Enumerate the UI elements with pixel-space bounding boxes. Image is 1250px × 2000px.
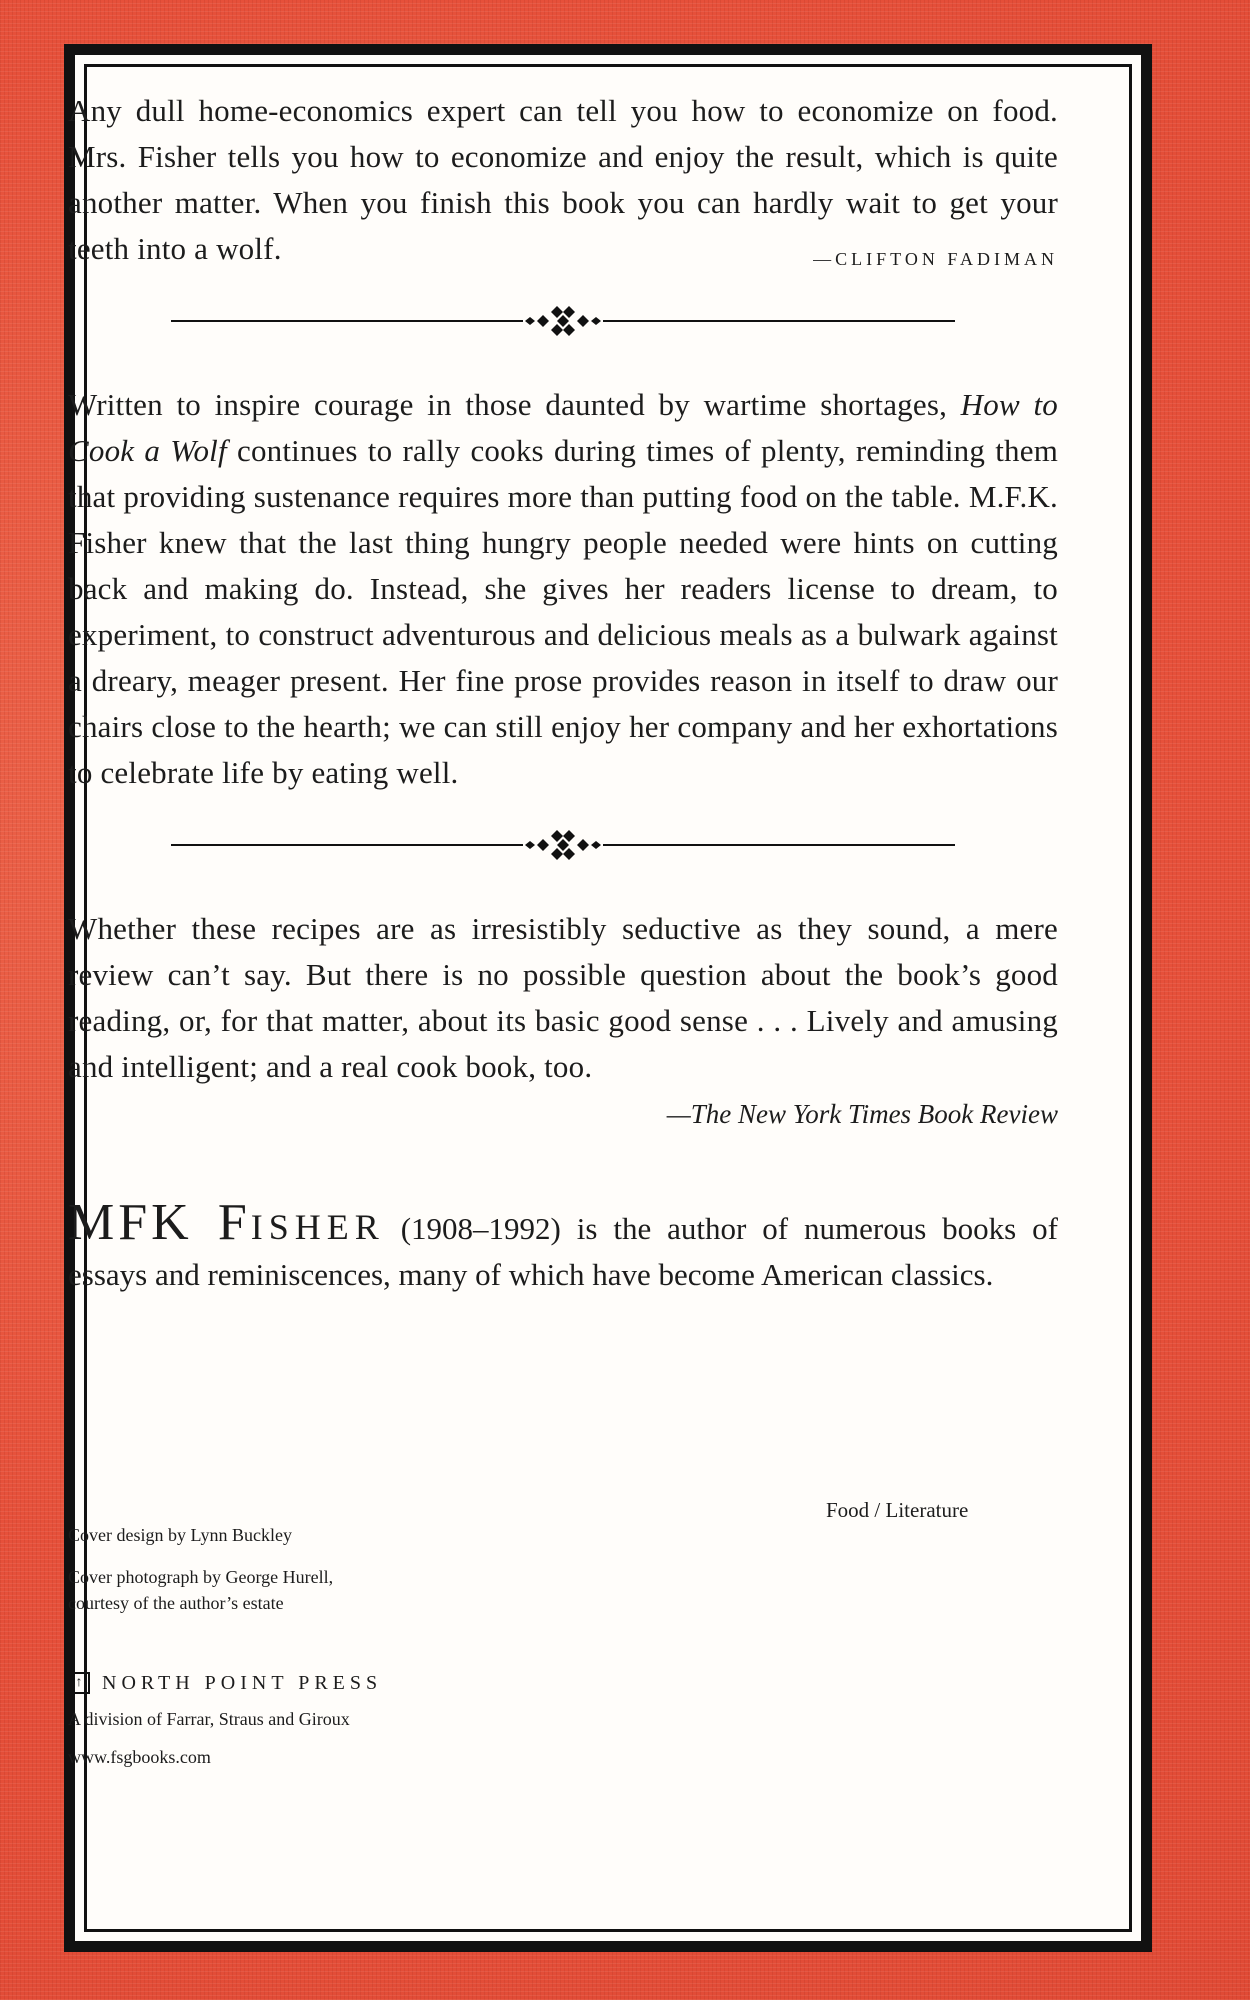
author-bio <box>68 1194 1058 1298</box>
quote-fadiman-attribution: —CLIFTON FADIMAN <box>813 249 1058 269</box>
author-name-initials: MFK F <box>68 1194 251 1251</box>
quote-fadiman <box>68 88 1058 272</box>
quote-nyt-text: Whether these recipes are as irresistibly seductive as they sound, a mere review can’t say. But there is no possible question about the book’s good reading, or, for that matter, about its basic good sense . . . Lively and amusing and intelligent; and a real cook book, too. <box>68 911 1058 1084</box>
cover-photo-courtesy: courtesy of the author’s estate <box>68 1593 284 1613</box>
author-name-rest: ISHER <box>250 1207 385 1247</box>
publisher-line <box>68 1668 668 1698</box>
ornament-divider-2 <box>171 830 955 860</box>
publisher-name: NORTH POINT PRESS <box>102 1671 383 1694</box>
quote-fadiman-text: Any dull home-economics expert can tell you how to economize on food. Mrs. Fisher tells you how to economize and enjoy the result, which is quite another matter. When you finish this book you can hardly wait to get your teeth into a wolf. <box>68 93 1058 266</box>
book-description-lead: Written to inspire courage in those daunted by wartime shortages, <box>68 387 948 422</box>
cover-design-credit: Cover design by Lynn Buckley <box>68 1525 292 1545</box>
publisher-block <box>68 1668 668 1770</box>
quote-nyt <box>68 906 1058 1090</box>
north-point-press-logo-icon: ↑ <box>68 1672 90 1694</box>
ornament-divider-1 <box>171 306 955 336</box>
book-description <box>68 382 1058 796</box>
cover-credits <box>68 1522 568 1616</box>
book-title-italic: How to Cook a Wolf <box>68 387 1058 468</box>
category-label: Food / Literature <box>826 1498 969 1522</box>
publisher-website[interactable]: www.fsgbooks.com <box>68 1747 211 1767</box>
cover-photo-credit: Cover photograph by George Hurell, <box>68 1567 334 1587</box>
book-description-rest: continues to rally cooks during times of plenty, reminding them that providing sustenance requires more than putting food on the table. M.F.K. Fisher knew that the last thing hungry people needed were hints on cutting back and making do. Instead, she gives her readers license to dream, to experiment, to construct adventurous and delicious meals as a bulwark against a dreary, meager present. Her fine prose provides reason in itself to draw our chairs close to the hearth; we can still enjoy her company and her exhortations to celebrate life by eating well. <box>68 433 1059 790</box>
back-cover-content <box>68 88 1058 1298</box>
quote-nyt-attribution: —The New York Times Book Review <box>666 1099 1058 1129</box>
author-bio-text: (1908–1992) is the author of numerous books of essays and reminiscences, many of which have become American classics. <box>68 1211 1058 1292</box>
publisher-division: A division of Farrar, Straus and Giroux <box>68 1709 350 1729</box>
